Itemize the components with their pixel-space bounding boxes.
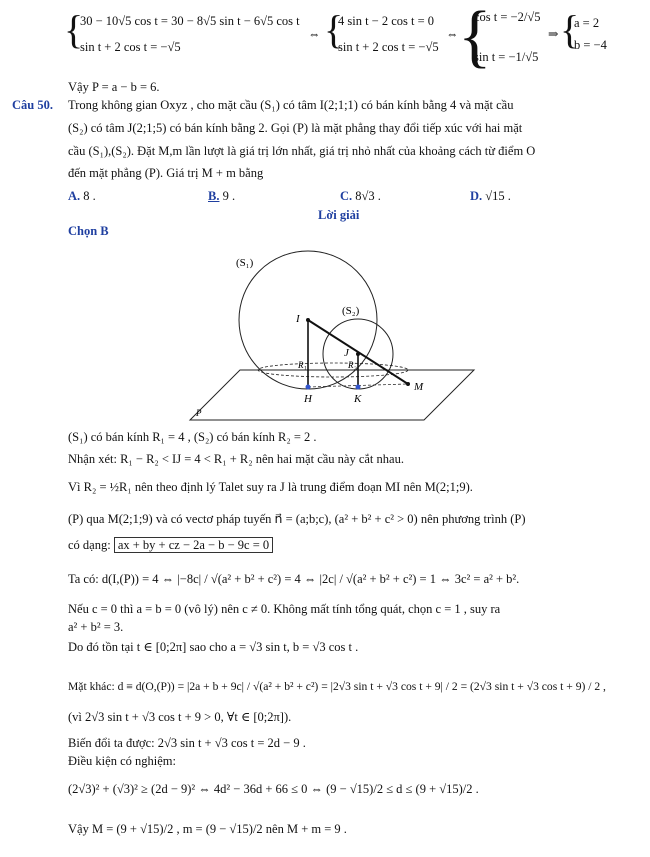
option-a-letter: A. (68, 189, 81, 203)
question-line4: đến mặt phẳng (P). Giá trị M + m bằng (68, 166, 264, 180)
option-b (208, 189, 235, 204)
option-c-letter: C. (340, 189, 353, 203)
label-s2: (S₂) (342, 305, 360, 317)
system4-brace: { (560, 7, 580, 52)
label-j: J (344, 347, 349, 359)
solution-line-10: Mặt khác: d ≡ d(O,(P)) = |2a + b + 9c| / √(a² + b² + c²) = |2√3 sin t + √3 cos t + 9| / 2 = (2√3 sin t + √3 cos t + 9) / 2 , (68, 680, 606, 693)
option-c-value: 8√3 . (355, 189, 381, 203)
option-d (470, 189, 511, 204)
label-r1: R₁ (298, 360, 307, 370)
option-c (340, 189, 381, 204)
solution-line-3: Vì R₂ = ½R₁ nên theo định lý Talet suy ra J là trung điểm đoạn MI nên M(2;1;9). (68, 480, 473, 494)
solution-line-15: Vậy M = (9 + √15)/2 , m = (9 − √15)/2 nên M + m = 9 . (68, 822, 347, 836)
solution-title: Lời giải (318, 208, 360, 222)
plane-equation-box: ax + by + cz − 2a − b − 9c = 0 (114, 537, 273, 553)
option-d-value: √15 . (485, 189, 511, 203)
geometry-figure (178, 244, 478, 424)
label-s1: (S₁) (236, 257, 254, 269)
solution-line-7: Nếu c = 0 thì a = b = 0 (vô lý) nên c ≠ 0. Không mất tính tổng quát, chọn c = 1 , suy ra (68, 602, 501, 616)
label-p: P (196, 408, 202, 418)
point-h (306, 385, 311, 390)
conclusion-p: Vậy P = a − b = 6. (68, 80, 160, 94)
question-line3: cầu (S₁),(S₂). Đặt M,m lần lượt là giá trị lớn nhất, giá trị nhỏ nhất của khoảng cách từ điểm O (68, 144, 536, 158)
question-line2: (S₂) có tâm J(2;1;5) có bán kính bằng 2. Gọi (P) là mặt phẳng thay đổi tiếp xúc với hai mặt (68, 121, 523, 135)
point-i (306, 318, 310, 322)
system1-line2: sin t + 2 cos t = −√5 (80, 40, 181, 54)
point-k (356, 385, 361, 390)
label-k: K (354, 393, 362, 405)
solution-line-9: Do đó tồn tại t ∈ [0;2π] sao cho a = √3 sin t, b = √3 cos t . (68, 640, 359, 654)
solution-line-11: (vì 2√3 sin t + √3 cos t + 9 > 0, ∀t ∈ [0;2π]). (68, 710, 292, 724)
solution-line-1: (S₁) có bán kính R₁ = 4 , (S₂) có bán kính R₂ = 2 . (68, 430, 317, 444)
solution-line-2: Nhận xét: R₁ − R₂ < IJ = 4 < R₁ + R₂ nên hai mặt cầu này cắt nhau. (68, 452, 404, 466)
option-b-letter: B. (208, 189, 220, 203)
system3-brace: { (458, 0, 492, 75)
point-m (406, 382, 410, 386)
system4-line2: b = −4 (574, 38, 607, 52)
system3-line1: cos t = −2/√5 (474, 10, 541, 24)
system1-line1: 30 − 10√5 cos t = 30 − 8√5 sin t − 6√5 cos t (80, 14, 300, 28)
solution-line-13: Điều kiện có nghiệm: (68, 754, 176, 768)
chosen-answer: Chọn B (68, 224, 109, 238)
option-d-letter: D. (470, 189, 483, 203)
solution-line-8: a² + b² = 3. (68, 620, 124, 634)
iff-symbol-1: ⇔ (308, 27, 321, 41)
system2-line1: 4 sin t − 2 cos t = 0 (338, 14, 435, 28)
solution-line-6: Ta có: d(I,(P)) = 4 ⇔ |−8c| / √(a² + b² + c²) = 4 ⇔ |2c| / √(a² + b² + c²) = 1 ⇔ 3c² = a² + b². (68, 572, 520, 586)
label-i: I (296, 313, 300, 325)
option-a-value: 8 . (83, 189, 96, 203)
system2-line2: sin t + 2 cos t = −√5 (338, 40, 439, 54)
solution-line-4: (P) qua M(2;1;9) và có vectơ pháp tuyến n⃗ = (a;b;c), (a² + b² + c² > 0) nên phương trình (P) (68, 512, 526, 526)
solution-line-14: (2√3)² + (√3)² ≥ (2d − 9)² ⇔ 4d² − 36d + 66 ≤ 0 ⇔ (9 − √15)/2 ≤ d ≤ (9 + √15)/2 . (68, 782, 479, 796)
system2-brace: { (324, 7, 344, 52)
system3-line2: sin t = −1/√5 (474, 50, 539, 64)
point-j (356, 352, 360, 356)
system4-line1: a = 2 (574, 16, 600, 30)
option-a (68, 189, 96, 204)
system1-brace: { (64, 7, 84, 52)
option-b-value: 9 . (222, 189, 236, 203)
solution-line-12: Biến đổi ta được: 2√3 sin t + √3 cos t = 2d − 9 . (68, 736, 306, 750)
label-r2: R₂ (348, 360, 357, 370)
equation-form-label: có dạng: (68, 538, 111, 552)
question-label: Câu 50. (12, 98, 53, 112)
solution-line-5 (68, 538, 273, 553)
label-h: H (304, 393, 312, 405)
iff-symbol-2: ⇔ (446, 27, 459, 41)
question-line1: Trong không gian Oxyz , cho mặt cầu (S₁) có tâm I(2;1;1) có bán kính bằng 4 và mặt cầu (68, 98, 514, 112)
label-m: M (414, 381, 424, 393)
implies-symbol: ⇒ (548, 27, 559, 41)
